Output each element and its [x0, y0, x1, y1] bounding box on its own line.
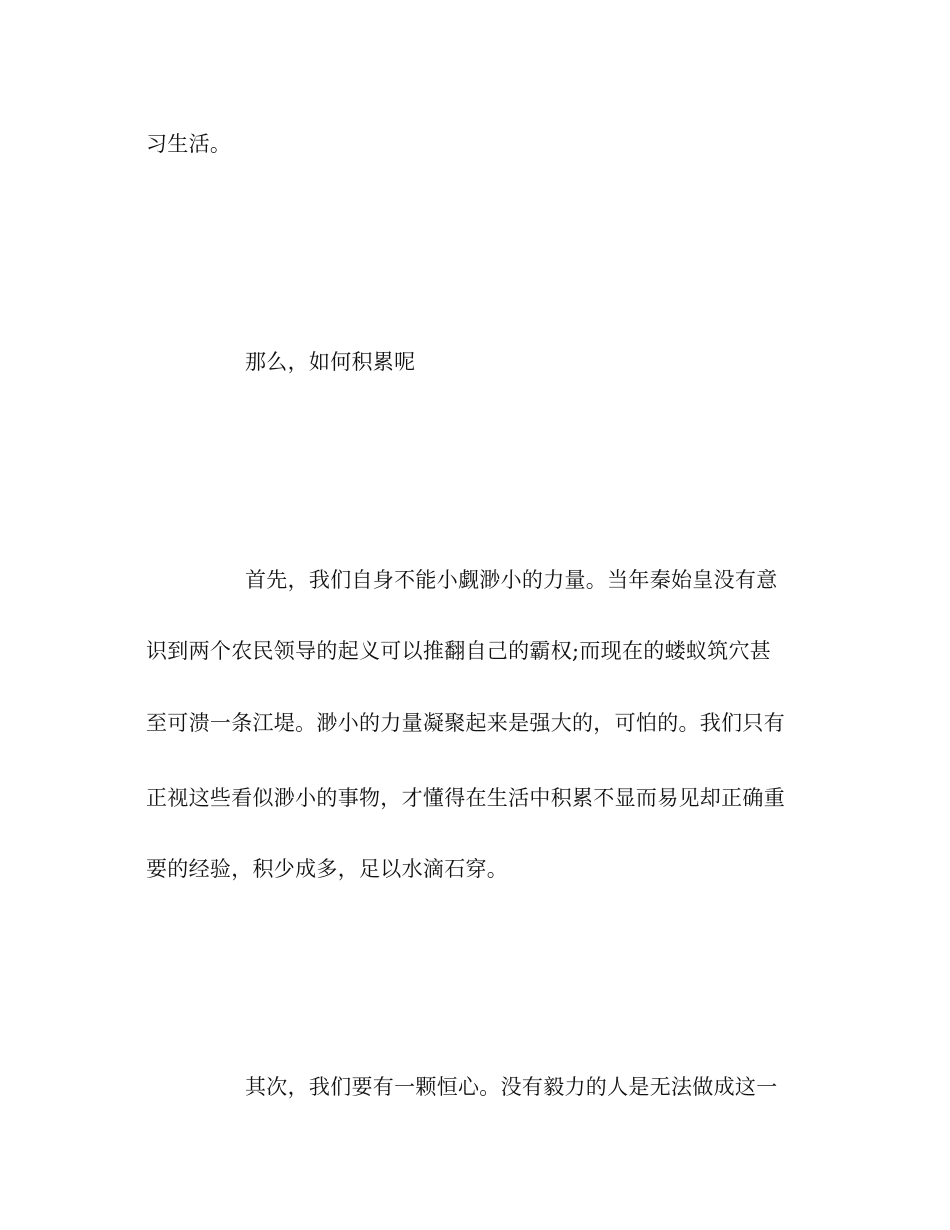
paragraph-2-line-1: 首先，我们自身不能小觑渺小的力量。当年秦始皇没有意 — [245, 568, 778, 592]
paragraph-3-line-1: 其次，我们要有一颗恒心。没有毅力的人是无法做成这一 — [245, 1075, 778, 1099]
paragraph-2-line-3: 至可溃一条江堤。渺小的力量凝聚起来是强大的，可怕的。我们只有 — [146, 711, 785, 735]
paragraph-1-line-1: 那么，如何积累呢 — [245, 350, 416, 374]
paragraph-2-line-5: 要的经验，积少成多，足以水滴石穿。 — [146, 857, 509, 881]
paragraph-2-line-4: 正视这些看似渺小的事物，才懂得在生活中积累不显而易见却正确重 — [146, 786, 785, 810]
paragraph-2-line-2: 识到两个农民领导的起义可以推翻自己的霸权;而现在的蝼蚁筑穴甚 — [146, 639, 772, 663]
paragraph-0-line-1: 习生活。 — [146, 132, 232, 156]
